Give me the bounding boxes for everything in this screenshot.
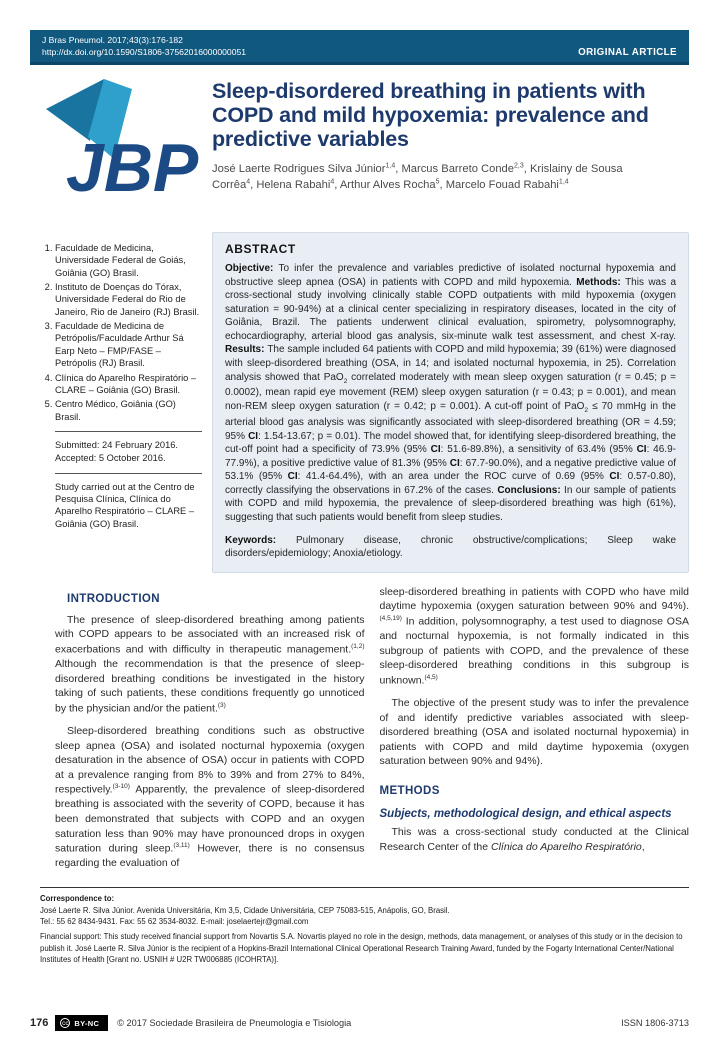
intro-paragraph-1: The presence of sleep-disordered breathing among patients with COPD appears to be associated with an increased risk of exacerbations and with difficulty in therapeutic management.$^{(1,2)}$ Although the recommendation is that the presence of sleep-disordered breathing conditions be investigated in the history taking of such patients, these conditions frequently go unnoticed by the physician and/or the patient.$^{(3)}$: [55, 613, 365, 715]
correspondence-contact: [40, 916, 689, 928]
affiliation-item: 2. Instituto de Doenças do Tórax, Universidade Federal do Rio de Janeiro, Rio de Janeiro (RJ) Brasil.: [55, 281, 202, 318]
author-list: José Laerte Rodrigues Silva Júnior$^{1,4}$, Marcus Barreto Conde$^{2,3}$, Krislainy de Sousa Corrêa$^4$, Helena Rabahi$^4$, Arthur Alves Rocha$^5$, Marcelo Fouad Rabahi$^{1,4}$: [212, 162, 623, 191]
accepted-date: Accepted: 5 October 2016.: [55, 453, 166, 464]
doi-link[interactable]: http://dx.doi.org/10.1590/S1806-37562016000000051: [42, 47, 247, 58]
left-column: [55, 585, 365, 879]
cc-by-nc-badge: [55, 1015, 108, 1031]
copyright-notice: © 2017 Sociedade Brasileira de Pneumologia e Tisiologia: [117, 1018, 352, 1028]
article-type-badge: ORIGINAL ARTICLE: [578, 46, 677, 58]
masthead: [40, 75, 689, 228]
financial-support-note: Financial support: This study received financial support from Novartis S.A. Novartis played no role in the design, methods, data management, or analyses of this study or in the decision to publish it. José Laerte R. Silva Júnior is the recipient of a Hopkins-Brazil International Clinical Operational Research Training Award, funded by the Fogarty International Center/National Institutes of Health [Grant no. USNIH # U2R TW006885 (ICOHRTA)].: [40, 932, 683, 965]
article-title: Sleep-disordered breathing in patients with COPD and mild hypoxemia: prevalence and predictive variables: [212, 78, 649, 152]
intro-paragraph-3: sleep-disordered breathing in patients with COPD who have mild daytime hypoxemia (oxygen saturation between 90% and 94%).$^{(4,5,19)}$ In addition, polysomnography, a test used to diagnose OSA and nocturnal hypoxemia, is not formally indicated in this subgroup of patients with COPD, and the prevalence of these sleep-disordered breathing conditions in this subgroup is unknown.$^{(4,5)}$: [379, 585, 689, 687]
subsection-heading-subjects: Subjects, methodological design, and ethical aspects: [379, 807, 672, 820]
cc-icon: cc: [62, 1020, 69, 1027]
correspondence-address: José Laerte R. Silva Júnior. Avenida Universitária, Km 3,5, Cidade Universitária, CEP 75083-515, Anápolis, GO, Brasil.: [40, 905, 450, 915]
right-column: [380, 585, 690, 879]
journal-header-bar: [30, 30, 689, 65]
divider: [55, 473, 202, 474]
abstract-body: Objective: To infer the prevalence and variables predictive of isolated nocturnal hypoxemia and obstructive sleep apnea (OSA) in patients with COPD and mild hypoxemia. Methods: This was a cross-sectional study involving clinically stable COPD outpatients with mild hypoxemia (oxygen saturation = 90-94%) at a clinical center specializing in respiratory diseases, located in the city of Goiânia, Brazil. The patients underwent clinical evaluation, spirometry, polysomnography, echocardiography, arterial blood gas analysis, six-minute walk test assessment, and chest X-ray. Results: The sample included 64 patients with COPD and mild hypoxemia; 39 (61%) were diagnosed with sleep-disordered breathing (OSA, in 14; and isolated nocturnal hypoxemia, in 25). Correlation analysis showed that PaO$_2$ correlated moderately with mean sleep oxygen saturation (r = 0.45; p = 0.0002), mean rapid eye movement (REM) sleep oxygen saturation (r = 0.43; p = 0.001), and mean non-REM sleep oxygen saturation (r = 0.42; p = 0.001). A cut-off point of PaO$_2$ ≤ 70 mmHg in the arterial blood gas analysis was significantly associated with sleep-disordered breathing (OR = 4.59; 95% CI: 1.54-13.67; p = 0.01). The model showed that, for identifying sleep-disordered breathing, the cut-off point had a specificity of 73.9% (95% CI: 51.6-89.8%), a sensitivity of 63.4% (95% CI: 46.9-77.9%), a positive predictive value of 81.3% (95% CI: 67.7-90.0%), and a negative predictive value of 53.1% (95% CI: 41.4-64.4%), with an area under the ROC curve of 0.69 (95% CI: 0.57-0.80), correctly classifying the observations in 67.2% of the cases. Conclusions: In our sample of patients with COPD and mild hypoxemia, the prevalence of sleep-disordered breathing was high (61%), suggesting that such patients would benefit from sleep studies.: [225, 262, 677, 524]
divider: [55, 431, 202, 432]
affiliation-item: 1. Faculdade de Medicina, Universidade Federal de Goiás, Goiânia (GO) Brasil.: [55, 242, 202, 279]
page-footer: [30, 1015, 689, 1031]
contact-numbers: Tel.: 55 62 8434-9431. Fax: 55 62 3534-8032. E-mail:: [40, 917, 227, 927]
abstract-box: [212, 232, 689, 573]
intro-paragraph-4: The objective of the present study was to infer the prevalence of and identify predictive variables associated with sleep-disordered breathing (OSA and isolated nocturnal hypoxemia) in patients with COPD and mild daytime hypoxemia (oxygen saturation between 90% and 94%).: [379, 697, 689, 768]
page-number: 176: [30, 1017, 49, 1029]
jbp-logo-graphic: [40, 75, 208, 223]
affiliation-item: 4. Clínica do Aparelho Respiratório – CLARE – Goiânia (GO) Brasil.: [55, 372, 202, 397]
affiliation-sidebar: [40, 232, 212, 573]
section-heading-introduction: INTRODUCTION: [67, 592, 160, 605]
jbp-logo: [40, 75, 212, 228]
section-heading-methods: METHODS: [379, 784, 440, 797]
submitted-date: Submitted: 24 February 2016.: [55, 439, 178, 450]
affiliation-item: 3. Faculdade de Medicina de Petrópolis/Faculdade Arthur Sá Earp Neto – FMP/FASE – Petrópolis (RJ) Brasil.: [55, 320, 202, 369]
correspondence-label: Correspondence to:: [40, 893, 115, 903]
logo-text: JBP: [66, 129, 199, 206]
abstract-keywords: Keywords: Pulmonary disease, chronic obstructive/complications; Sleep wake disorders/epidemiology; Anoxia/etiology.: [225, 534, 677, 560]
affiliation-item: 5. Centro Médico, Goiânia (GO) Brasil.: [55, 398, 202, 423]
issn-number: ISSN 1806-3713: [621, 1018, 689, 1028]
cc-license-label: BY-NC: [74, 1018, 100, 1028]
methods-paragraph-1: This was a cross-sectional study conducted at the Clinical Research Center of the Clínica do Aparelho Respiratório,: [379, 826, 689, 853]
abstract-heading: ABSTRACT: [225, 241, 296, 256]
journal-reference: J Bras Pneumol. 2017;43(3):176-182: [42, 35, 183, 45]
body-columns: [55, 585, 689, 879]
affiliation-list: [42, 242, 202, 423]
correspondence-footnote: [40, 887, 689, 966]
intro-paragraph-2: Sleep-disordered breathing conditions such as obstructive sleep apnea (OSA) and isolated nocturnal hypoxemia (oxygen desaturation in the absence of OSA) occur in patients with COPD at a prevalence ranging from 8% to 39% and from 27% to 84%, respectively.$^{(3-10)}$ Apparently, the prevalence of sleep-disordered breathing is associated with the severity of COPD, because it has been demonstrated that subjects with COPD and an oxygen saturation less than 90% may have pronounced drops in oxygen saturation during sleep.$^{(3,11)}$ However, there is no consensus regarding the evaluation of: [55, 725, 365, 870]
study-location-note: Study carried out at the Centro de Pesquisa Clínica, Clínica do Aparelho Respiratório – CLARE – Goiânia (GO) Brasil.: [55, 481, 195, 529]
email-link[interactable]: joselaertejr@gmail.com: [226, 917, 309, 927]
